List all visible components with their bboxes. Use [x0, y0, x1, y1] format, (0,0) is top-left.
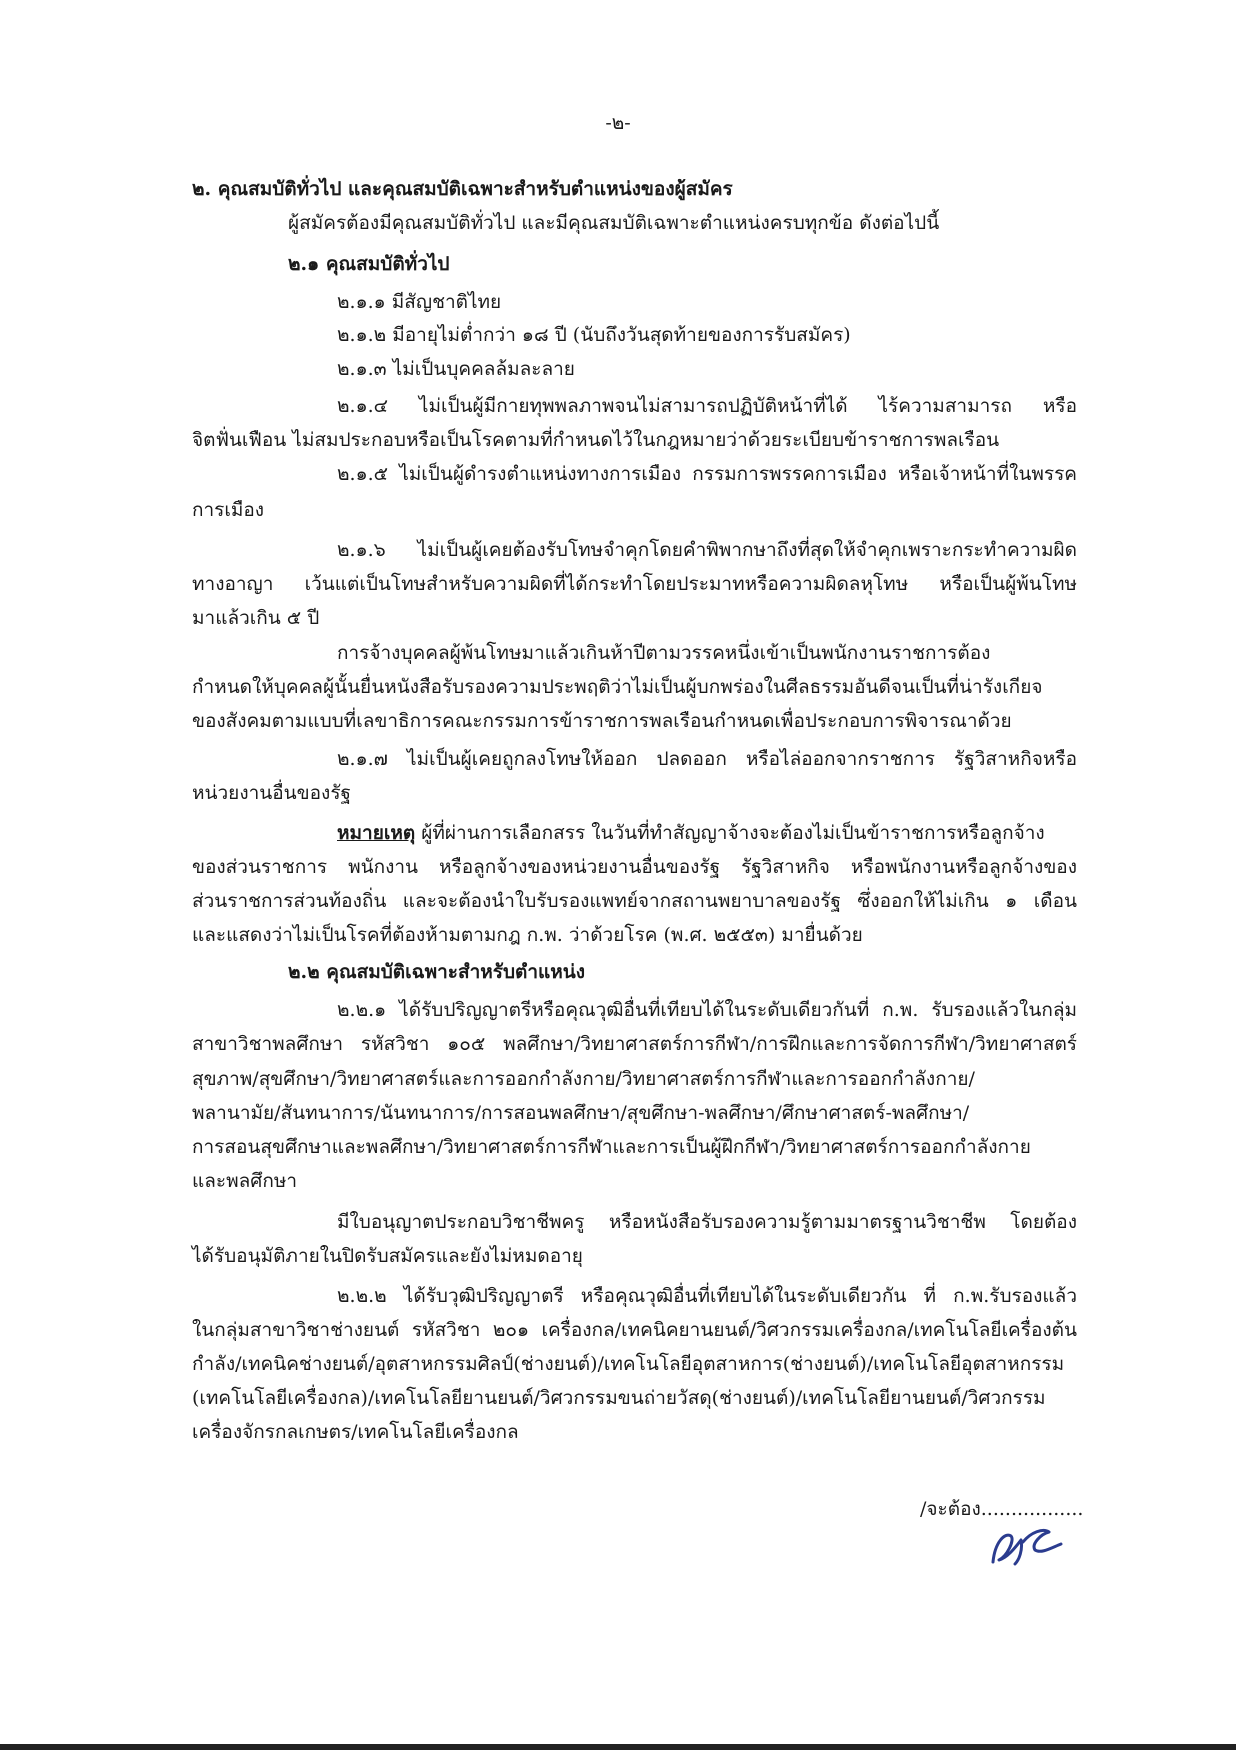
item-2-2-2-line5: เครื่องจักรกลเกษตร/เทคโนโลยีเครื่องกล: [192, 1421, 519, 1443]
item-2-1-3: ๒.๑.๓ ไม่เป็นบุคคลล้มละลาย: [337, 358, 575, 380]
license-line1: มีใบอนุญาตประกอบวิชาชีพครู หรือหนังสือรับรองความรู้ตามมาตรฐานวิชาชีพ โดยต้อง: [337, 1211, 1077, 1233]
item-2-1-7-line1: ๒.๑.๗ ไม่เป็นผู้เคยถูกลงโทษให้ออก ปลดออก หรือไล่ออกจากราชการ รัฐวิสาหกิจหรือ: [337, 748, 1077, 770]
paragraph-line1: การจ้างบุคคลผู้พ้นโทษมาแล้วเกินห้าปีตามวรรคหนึ่งเข้าเป็นพนักงานราชการต้อง: [337, 642, 991, 664]
item-2-2-1-line4: พลานามัย/สันทนาการ/นันทนาการ/การสอนพลศึกษา/สุขศึกษา-พลศึกษา/ศึกษาศาสตร์-พลศึกษา/: [192, 1102, 970, 1124]
continued-marker: /จะต้อง.................: [920, 1498, 1084, 1520]
signature-mark: [985, 1522, 1065, 1572]
note-line2: ของส่วนราชการ พนักงาน หรือลูกจ้างของหน่วยงานอื่นของรัฐ รัฐวิสาหกิจ หรือพนักงานหรือลูกจ้างของ: [192, 856, 1077, 878]
item-2-2-1-line3: สุขภาพ/สุขศึกษา/วิทยาศาสตร์และการออกกำลังกาย/วิทยาศาสตร์การกีฬาและการออกกำลังกาย/: [192, 1068, 975, 1090]
bottom-edge: [0, 1744, 1236, 1750]
section-2-2-heading: ๒.๒ คุณสมบัติเฉพาะสำหรับตำแหน่ง: [288, 961, 586, 983]
item-2-1-6-line1: ๒.๑.๖ ไม่เป็นผู้เคยต้องรับโทษจำคุกโดยคำพิพากษาถึงที่สุดให้จำคุกเพราะกระทำความผิด: [337, 539, 1077, 561]
item-2-2-2-line4: (เทคโนโลยีเครื่องกล)/เทคโนโลยียานยนต์/วิศวกรรมขนถ่ายวัสดุ(ช่างยนต์)/เทคโนโลยียานยนต์/วิศวกรรม: [192, 1387, 1046, 1409]
section-2-1-heading: ๒.๑ คุณสมบัติทั่วไป: [288, 253, 450, 275]
note-line1: [337, 816, 1045, 850]
item-2-1-4-line2: จิตฟั่นเฟือน ไม่สมประกอบหรือเป็นโรคตามที่กำหนดไว้ในกฎหมายว่าด้วยระเบียบข้าราชการพลเรือน: [192, 429, 1000, 451]
note-text: ผู้ที่ผ่านการเลือกสรร ในวันที่ทำสัญญาจ้างจะต้องไม่เป็นข้าราชการหรือลูกจ้าง: [421, 822, 1045, 844]
section-2-intro: ผู้สมัครต้องมีคุณสมบัติทั่วไป และมีคุณสมบัติเฉพาะตำแหน่งครบทุกข้อ ดังต่อไปนี้: [288, 212, 940, 234]
item-2-1-7-line2: หน่วยงานอื่นของรัฐ: [192, 782, 352, 804]
note-label: หมายเหตุ: [337, 822, 416, 844]
page-number: -๒-: [605, 112, 631, 134]
item-2-2-2-line3: กำลัง/เทคนิคช่างยนต์/อุตสาหกรรมศิลป์(ช่างยนต์)/เทคโนโลยีอุตสาหการ(ช่างยนต์)/เทคโนโลยีอุตสาหกรรม: [192, 1353, 1065, 1375]
paragraph-line3: ของสังคมตามแบบที่เลขาธิการคณะกรรมการข้าราชการพลเรือนกำหนดเพื่อประกอบการพิจารณาด้วย: [192, 710, 1012, 732]
item-2-1-5-line1: ๒.๑.๕ ไม่เป็นผู้ดำรงตำแหน่งทางการเมือง กรรมการพรรคการเมือง หรือเจ้าหน้าที่ในพรรค: [337, 463, 1077, 485]
paragraph-line2: กำหนดให้บุคคลผู้นั้นยื่นหนังสือรับรองความประพฤติว่าไม่เป็นผู้บกพร่องในศีลธรรมอันดีจนเป็นที่น่ารังเกียจ: [192, 676, 1043, 698]
item-2-1-6-line2: ทางอาญา เว้นแต่เป็นโทษสำหรับความผิดที่ได้กระทำโดยประมาทหรือความผิดลหุโทษ หรือเป็นผู้พ้นโทษ: [192, 573, 1077, 595]
item-2-2-1-line1: ๒.๒.๑ ได้รับปริญญาตรีหรือคุณวุฒิอื่นที่เทียบได้ในระดับเดียวกันที่ ก.พ. รับรองแล้วในกลุ่ม: [337, 999, 1077, 1021]
note-line4: และแสดงว่าไม่เป็นโรคที่ต้องห้ามตามกฎ ก.พ. ว่าด้วยโรค (พ.ศ. ๒๕๕๓) มายื่นด้วย: [192, 924, 863, 946]
item-2-1-4-line1: ๒.๑.๔ ไม่เป็นผู้มีกายทุพพลภาพจนไม่สามารถปฏิบัติหน้าที่ได้ ไร้ความสามารถ หรือ: [337, 395, 1077, 417]
item-2-1-6-line3: มาแล้วเกิน ๕ ปี: [192, 607, 320, 629]
item-2-2-1-line6: และพลศึกษา: [192, 1170, 298, 1192]
item-2-2-2-line2: ในกลุ่มสาขาวิชาช่างยนต์ รหัสวิชา ๒๐๑ เครื่องกล/เทคนิคยานยนต์/วิศวกรรมเครื่องกล/เทคโนโลยีเครื่องต้น: [192, 1319, 1077, 1341]
item-2-2-2-line1: ๒.๒.๒ ได้รับวุฒิปริญญาตรี หรือคุณวุฒิอื่นที่เทียบได้ในระดับเดียวกัน ที่ ก.พ.รับรองแล้ว: [337, 1285, 1077, 1307]
item-2-1-2: ๒.๑.๒ มีอายุไม่ต่ำกว่า ๑๘ ปี (นับถึงวันสุดท้ายของการรับสมัคร): [337, 324, 851, 346]
item-2-2-1-line5: การสอนสุขศึกษาและพลศึกษา/วิทยาศาสตร์การกีฬาและการเป็นผู้ฝึกกีฬา/วิทยาศาสตร์การออกกำลังกาย: [192, 1136, 1031, 1158]
item-2-1-1: ๒.๑.๑ มีสัญชาติไทย: [337, 291, 502, 313]
license-line2: ได้รับอนุมัติภายในปิดรับสมัครและยังไม่หมดอายุ: [192, 1245, 583, 1267]
item-2-2-1-line2: สาขาวิชาพลศึกษา รหัสวิชา ๑๐๕ พลศึกษา/วิทยาศาสตร์การกีฬา/การฝึกและการจัดการกีฬา/วิทยาศาสตร์: [192, 1033, 1077, 1055]
item-2-1-5-line2: การเมือง: [192, 499, 265, 521]
note-line3: ส่วนราชการส่วนท้องถิ่น และจะต้องนำใบรับรองแพทย์จากสถานพยาบาลของรัฐ ซึ่งออกให้ไม่เกิน ๑ เดือน: [192, 890, 1077, 912]
section-2-heading: ๒. คุณสมบัติทั่วไป และคุณสมบัติเฉพาะสำหรับตำแหน่งของผู้สมัคร: [192, 178, 733, 200]
